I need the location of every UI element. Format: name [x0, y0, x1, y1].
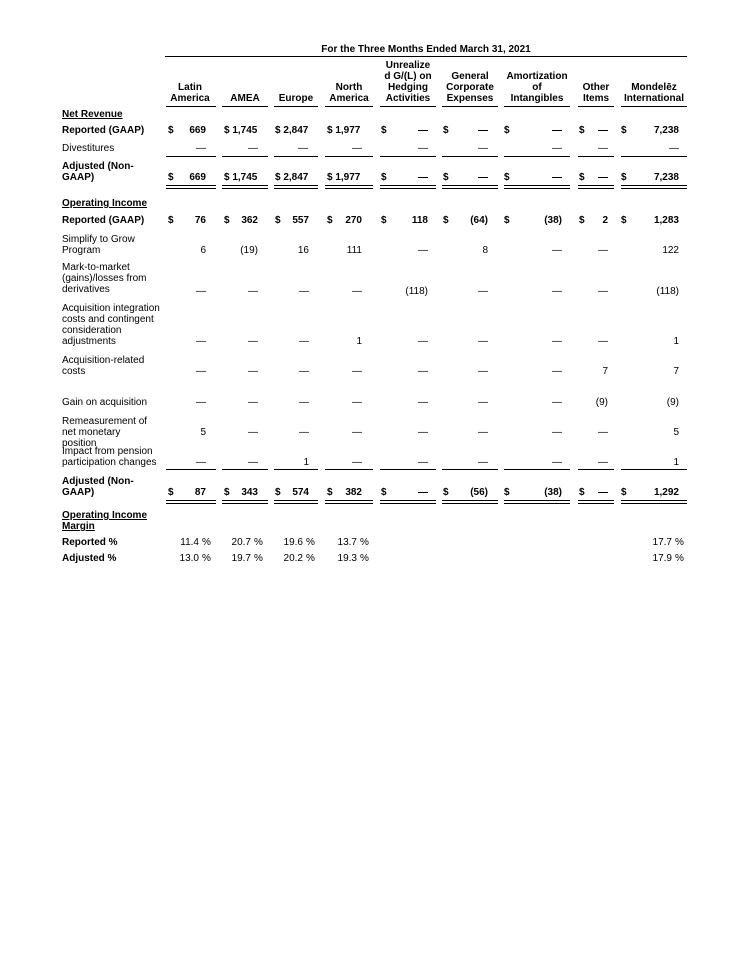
currency-sign: $: [168, 125, 174, 136]
cell: —: [352, 286, 362, 297]
subtotal-rule: [274, 156, 318, 157]
currency-sign: $: [579, 172, 585, 183]
percent-sign: %: [306, 537, 315, 548]
cell: —: [352, 366, 362, 377]
total-double-rule: [578, 500, 614, 504]
cell: —: [298, 143, 308, 154]
percent-sign: %: [254, 537, 263, 548]
row-label: Reported (GAAP): [62, 125, 145, 136]
cell: —: [196, 286, 206, 297]
cell: —: [196, 143, 206, 154]
cell: 669: [189, 172, 206, 183]
total-double-rule: [442, 500, 498, 504]
cell: 1,292: [653, 487, 679, 498]
total-double-rule: [578, 185, 614, 189]
cell: —: [299, 366, 309, 377]
total-double-rule: [222, 500, 268, 504]
header-rule: [222, 106, 268, 107]
currency-sign: $: [621, 172, 627, 183]
cell-percent: [170, 553, 214, 564]
cell: —: [478, 336, 488, 347]
cell: 19.6: [283, 537, 303, 548]
cell: —: [299, 397, 309, 408]
cell: —: [478, 172, 488, 183]
cell: —: [552, 397, 562, 408]
subtotal-rule: [380, 469, 436, 470]
cell: $ 1,745: [224, 172, 258, 183]
cell: —: [418, 336, 428, 347]
cell: —: [248, 427, 258, 438]
percent-sign: %: [675, 537, 684, 548]
cell: 8: [482, 245, 488, 256]
header-rule: [621, 106, 687, 107]
subtotal-rule: [621, 469, 687, 470]
cell: (118): [405, 286, 428, 297]
cell-percent: [220, 553, 266, 564]
cell: —: [598, 143, 608, 154]
total-double-rule: [504, 500, 570, 504]
header-rule: [578, 106, 614, 107]
col-header-mondelez: Mondelēz International: [623, 82, 684, 104]
total-double-rule: [504, 185, 570, 189]
col-header-amortization: Amortization of Intangibles: [506, 71, 568, 104]
cell: —: [418, 172, 428, 183]
cell: 1,283: [653, 215, 679, 226]
cell-percent: [272, 553, 318, 564]
cell-percent: [220, 537, 266, 548]
cell-percent: [325, 537, 372, 548]
cell: —: [552, 245, 562, 256]
currency-sign: $: [168, 215, 174, 226]
cell: —: [418, 457, 428, 468]
cell: —: [248, 286, 258, 297]
header-rule: [380, 106, 436, 107]
percent-sign: %: [202, 553, 211, 564]
row-label: Gain on acquisition: [62, 397, 148, 408]
currency-sign: $: [224, 487, 230, 498]
row-label: Mark-to-market (gains)/losses from derivatives: [62, 262, 147, 295]
title-rule: [165, 56, 687, 57]
cell: —: [248, 336, 258, 347]
cell: 5: [673, 427, 679, 438]
cell: —: [418, 427, 428, 438]
currency-sign: $: [443, 172, 449, 183]
currency-sign: $: [381, 172, 387, 183]
cell: 6: [200, 245, 206, 256]
cell: —: [352, 427, 362, 438]
cell: —: [299, 286, 309, 297]
col-header-europe: Europe: [278, 93, 314, 104]
cell-percent: [630, 537, 687, 548]
cell: —: [478, 286, 488, 297]
cell: —: [552, 457, 562, 468]
cell: 111: [346, 245, 362, 256]
cell: —: [418, 245, 428, 256]
cell: 270: [345, 215, 362, 226]
cell: 7,238: [653, 172, 679, 183]
currency-sign: $: [504, 125, 510, 136]
table-title: For the Three Months Ended March 31, 2021: [321, 44, 531, 55]
cell: (38): [544, 215, 562, 226]
currency-sign: $: [621, 125, 627, 136]
total-double-rule: [380, 500, 436, 504]
currency-sign: $: [443, 125, 449, 136]
cell: 382: [345, 487, 362, 498]
header-rule: [274, 106, 318, 107]
cell: —: [598, 125, 608, 136]
row-label: Reported (GAAP): [62, 215, 145, 226]
cell: (118): [656, 286, 679, 297]
total-double-rule: [621, 185, 687, 189]
section-operating-income-margin: Operating Income Margin: [62, 510, 148, 532]
currency-sign: $: [327, 487, 333, 498]
total-double-rule: [274, 500, 318, 504]
cell: —: [248, 366, 258, 377]
subtotal-rule: [504, 156, 570, 157]
cell: $ 1,977: [327, 125, 361, 136]
cell: —: [598, 245, 608, 256]
subtotal-rule: [222, 156, 268, 157]
currency-sign: $: [327, 215, 333, 226]
cell: —: [248, 143, 258, 154]
currency-sign: $: [443, 215, 449, 226]
cell: $ 1,745: [224, 125, 258, 136]
col-header-hedging: Unrealize d G/(L) on Hedging Activities: [384, 60, 432, 104]
row-label: Adjusted (Non-GAAP): [62, 476, 134, 498]
col-header-general-corporate: General Corporate Expenses: [446, 71, 494, 104]
currency-sign: $: [168, 172, 174, 183]
cell: (38): [544, 487, 562, 498]
col-header-north-america: North America: [329, 82, 369, 104]
currency-sign: $: [621, 487, 627, 498]
cell: (9): [666, 397, 679, 408]
cell: —: [552, 286, 562, 297]
cell: 574: [292, 487, 309, 498]
cell: $ 2,847: [275, 172, 309, 183]
percent-sign: %: [254, 553, 263, 564]
cell: —: [598, 286, 608, 297]
cell: 16: [297, 245, 309, 256]
row-label: Adjusted %: [62, 553, 117, 564]
cell-percent: [630, 553, 687, 564]
cell: —: [352, 457, 362, 468]
section-net-revenue: Net Revenue: [62, 109, 123, 120]
cell: —: [196, 336, 206, 347]
total-double-rule: [166, 185, 216, 189]
section-operating-income: Operating Income: [62, 198, 148, 209]
cell: 7: [602, 366, 608, 377]
cell: (64): [470, 215, 488, 226]
total-double-rule: [166, 500, 216, 504]
cell: 122: [662, 245, 679, 256]
currency-sign: $: [504, 487, 510, 498]
row-label: Acquisition-related costs: [62, 355, 145, 377]
cell: 87: [194, 487, 206, 498]
col-header-latin-america: Latin America: [170, 82, 210, 104]
cell: —: [552, 336, 562, 347]
cell: 20.2: [283, 553, 303, 564]
cell: 17.9: [652, 553, 672, 564]
subtotal-rule: [325, 156, 373, 157]
cell: 13.0: [179, 553, 199, 564]
cell: —: [418, 125, 428, 136]
cell: 2: [602, 215, 608, 226]
cell: 5: [200, 427, 206, 438]
row-label: Remeasurement of net monetary position: [62, 416, 148, 449]
cell: —: [478, 397, 488, 408]
cell: —: [478, 125, 488, 136]
cell: —: [598, 336, 608, 347]
total-double-rule: [442, 185, 498, 189]
cell: $ 1,977: [327, 172, 361, 183]
col-header-other-items: Other Items: [582, 82, 610, 104]
total-double-rule: [222, 185, 268, 189]
percent-sign: %: [360, 553, 369, 564]
currency-sign: $: [275, 215, 281, 226]
currency-sign: $: [381, 215, 387, 226]
currency-sign: $: [621, 215, 627, 226]
cell-percent: [170, 537, 214, 548]
col-header-amea: AMEA: [230, 93, 260, 104]
cell: 13.7: [337, 537, 357, 548]
cell: 7,238: [653, 125, 679, 136]
cell-percent: [325, 553, 372, 564]
currency-sign: $: [504, 172, 510, 183]
header-rule: [325, 106, 373, 107]
cell: —: [598, 427, 608, 438]
cell: 1: [673, 457, 679, 468]
cell: 7: [673, 366, 679, 377]
cell: 17.7: [652, 537, 672, 548]
cell: —: [299, 427, 309, 438]
cell: —: [352, 397, 362, 408]
subtotal-rule: [442, 156, 498, 157]
cell: —: [598, 457, 608, 468]
currency-sign: $: [579, 487, 585, 498]
cell: —: [418, 487, 428, 498]
header-rule: [504, 106, 570, 107]
subtotal-rule: [504, 469, 570, 470]
cell-percent: [272, 537, 318, 548]
row-label: Acquisition integration costs and contingent consideration adjustments: [62, 303, 160, 347]
header-rule: [442, 106, 498, 107]
currency-sign: $: [579, 125, 585, 136]
cell: 362: [241, 215, 258, 226]
cell: —: [598, 487, 608, 498]
cell: —: [196, 397, 206, 408]
cell: —: [299, 336, 309, 347]
row-label: Reported %: [62, 537, 118, 548]
subtotal-rule: [166, 469, 216, 470]
row-label: Adjusted (Non-GAAP): [62, 161, 134, 183]
subtotal-rule: [166, 156, 216, 157]
cell: —: [478, 457, 488, 468]
cell: —: [478, 143, 488, 154]
subtotal-rule: [621, 156, 687, 157]
subtotal-rule: [578, 469, 614, 470]
currency-sign: $: [504, 215, 510, 226]
row-label: Impact from pension participation changes: [62, 446, 157, 468]
cell: 118: [411, 215, 428, 226]
cell: 669: [189, 125, 206, 136]
cell: 1: [673, 336, 679, 347]
currency-sign: $: [579, 215, 585, 226]
subtotal-rule: [325, 469, 373, 470]
cell: 11.4: [180, 537, 199, 548]
cell: 557: [292, 215, 309, 226]
cell: —: [418, 143, 428, 154]
cell: —: [552, 366, 562, 377]
cell: —: [248, 397, 258, 408]
currency-sign: $: [443, 487, 449, 498]
cell: —: [418, 366, 428, 377]
currency-sign: $: [381, 487, 387, 498]
total-double-rule: [325, 185, 373, 189]
cell: 1: [356, 336, 362, 347]
currency-sign: $: [168, 487, 174, 498]
cell: 20.7: [231, 537, 251, 548]
total-double-rule: [380, 185, 436, 189]
currency-sign: $: [275, 487, 281, 498]
subtotal-rule: [274, 469, 318, 470]
subtotal-rule: [380, 156, 436, 157]
row-label: Simplify to Grow Program: [62, 234, 135, 256]
currency-sign: $: [381, 125, 387, 136]
cell: (19): [240, 245, 258, 256]
cell: (56): [470, 487, 488, 498]
percent-sign: %: [360, 537, 369, 548]
percent-sign: %: [675, 553, 684, 564]
total-double-rule: [325, 500, 373, 504]
cell: —: [669, 143, 679, 154]
percent-sign: %: [202, 537, 211, 548]
row-label: Divestitures: [62, 143, 115, 154]
cell: —: [598, 172, 608, 183]
percent-sign: %: [306, 553, 315, 564]
cell: $ 2,847: [275, 125, 309, 136]
cell: —: [552, 143, 562, 154]
subtotal-rule: [222, 469, 268, 470]
cell: —: [552, 172, 562, 183]
cell: 19.7: [231, 553, 251, 564]
cell: —: [478, 366, 488, 377]
subtotal-rule: [578, 156, 614, 157]
cell: —: [552, 125, 562, 136]
cell: —: [552, 427, 562, 438]
cell: —: [196, 457, 206, 468]
cell: 1: [303, 457, 309, 468]
header-rule: [166, 106, 216, 107]
cell: 343: [241, 487, 258, 498]
subtotal-rule: [442, 469, 498, 470]
currency-sign: $: [224, 215, 230, 226]
cell: 19.3: [337, 553, 357, 564]
cell: —: [352, 143, 362, 154]
cell: —: [248, 457, 258, 468]
cell: (9): [595, 397, 608, 408]
cell: —: [196, 366, 206, 377]
cell: —: [478, 427, 488, 438]
total-double-rule: [274, 185, 318, 189]
total-double-rule: [621, 500, 687, 504]
cell: —: [418, 397, 428, 408]
cell: 76: [194, 215, 206, 226]
